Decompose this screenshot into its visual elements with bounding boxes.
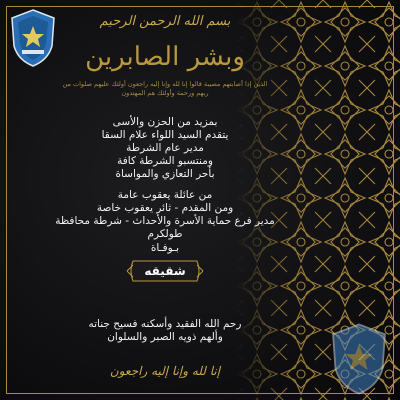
announcement-line: يتقدم السيد اللواء علام السقا <box>101 129 229 141</box>
verse-text: الذين إذا أصابتهم مصيبة قالوا إنا لله وإنا إليه راجعون أولئك عليهم صلوات من ربهم ورحمة وأولئك هم المهتدون <box>62 80 268 97</box>
prayer-line: وألهم ذويه الصبر والسلوان <box>107 331 223 343</box>
recipient-line: مدير فرع حماية الأسرة والأحداث - شرطة محافظة طولكرم <box>55 215 275 240</box>
deceased-name: شقيقه <box>144 264 186 278</box>
recipient-line: من عائلة يعقوب عامة <box>117 189 213 201</box>
announcement-line: بمزيد من الحزن والأسى <box>112 116 218 128</box>
prayer-line: رحم الله الفقيد وأسكنه فسيح جناته <box>88 318 242 330</box>
basmala: بسم الله الرحمن الرحيم <box>99 14 231 29</box>
announcement-line: ومنتسبو الشرطة كافة <box>117 155 213 167</box>
recipients-block <box>40 189 290 241</box>
prayer-block <box>40 318 290 344</box>
text-column <box>40 0 290 400</box>
announcement-line: مدير عام الشرطة <box>126 142 204 154</box>
recipient-line: ومن المقدم - ثائر يعقوب خاصة <box>96 202 234 214</box>
death-label: بـوفـاة <box>150 242 180 254</box>
closing-verse: إنا لله وإنا إليه راجعون <box>109 364 221 378</box>
police-emblem-watermark-icon <box>326 322 392 396</box>
announcement-block <box>40 116 290 181</box>
announcement-line: بأحر التعازي والمواساة <box>115 168 215 180</box>
verse-title: وبشر الصابرين <box>85 42 245 72</box>
